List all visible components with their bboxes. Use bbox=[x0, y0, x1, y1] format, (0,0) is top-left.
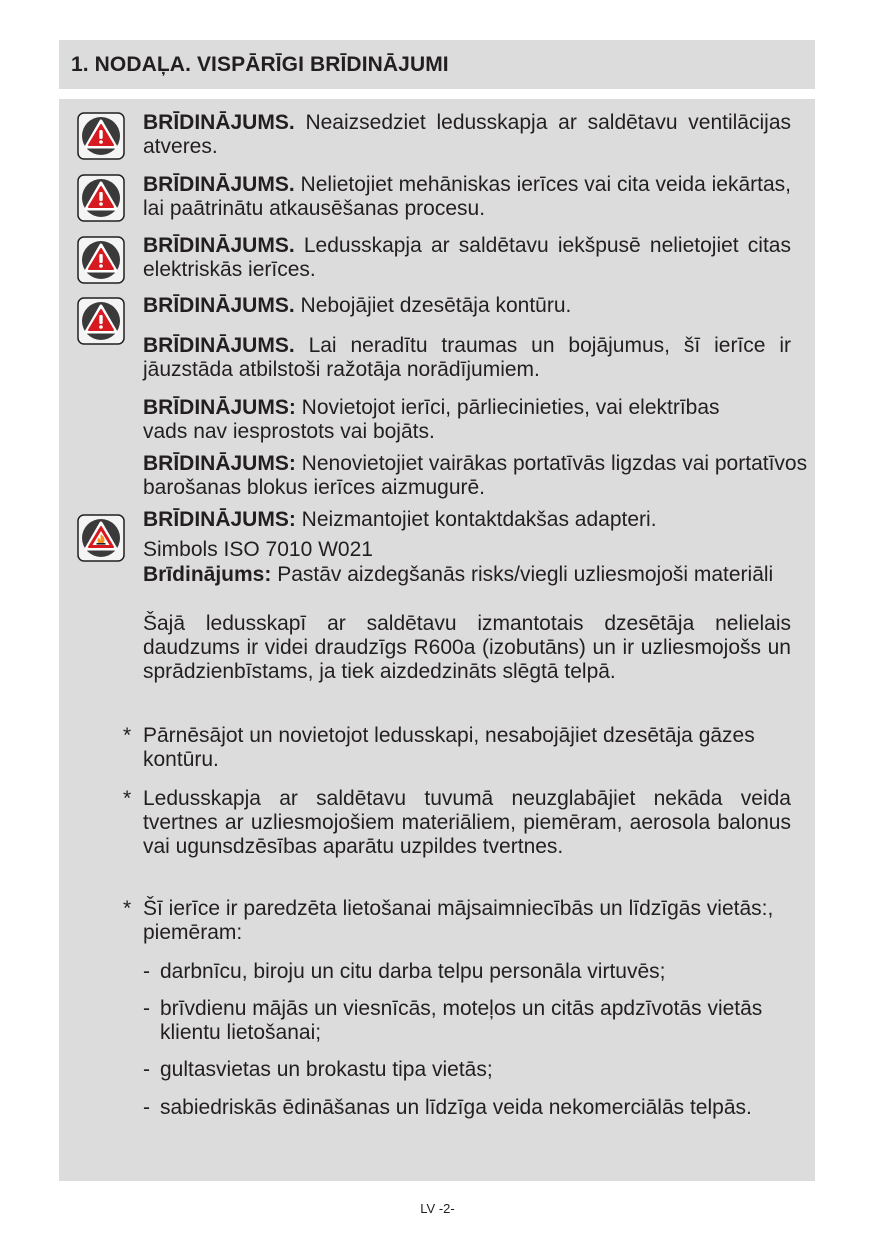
warning-text: Ledusskapja ar saldētavu iekšpusē nelietojiet citas elektriskās ierīces. bbox=[143, 234, 791, 281]
bullet-star: * bbox=[123, 897, 132, 920]
symbol-warning bbox=[143, 563, 791, 587]
warning-label: BRĪDINĀJUMS. bbox=[143, 334, 295, 357]
warning-text: Novietojot ierīci, pārliecinieties, vai elektrības vads nav iesprostots vai bojāts. bbox=[143, 396, 720, 443]
warning-refrigerant-circuit bbox=[143, 294, 791, 318]
warning-label: BRĪDINĀJUMS: bbox=[143, 452, 296, 475]
warning-text: Nelietojiet mehāniskas ierīces vai cita veida iekārtas, lai paātrinātu atkausēšanas procesu. bbox=[143, 173, 791, 220]
warning-adapter bbox=[143, 508, 791, 532]
section-title: 1. NODAĻA. VISPĀRĪGI BRĪDINĀJUMI bbox=[71, 52, 449, 76]
list-item: Šī ierīce ir paredzēta lietošanai mājsaimniecībās un līdzīgās vietās:, piemēram: bbox=[143, 897, 774, 944]
bullet-dash: - bbox=[143, 1058, 150, 1081]
bullet-dash: - bbox=[143, 960, 150, 983]
bullet-dash: - bbox=[143, 997, 150, 1020]
warning-text: Lai neradītu traumas un bojājumus, šī ierīce ir jāuzstāda atbilstoši ražotāja norādījumiem. bbox=[143, 334, 791, 381]
warning-icon bbox=[77, 236, 125, 284]
warning-text: Neizmantojiet kontaktdakšas adapteri. bbox=[295, 508, 657, 531]
warning-installation bbox=[143, 334, 791, 382]
warning-icon bbox=[77, 112, 125, 160]
warning-label: BRĪDINĀJUMS. bbox=[143, 111, 295, 134]
warning-power-cord bbox=[143, 396, 743, 444]
warning-text: Nenovietojiet vairākas portatīvās ligzdas vai portatīvos barošanas blokus ierīces aizmugurē. bbox=[143, 452, 808, 499]
warning-label: BRĪDINĀJUMS: bbox=[143, 396, 296, 419]
list-item: Pārnēsājot un novietojot ledusskapi, nesabojājiet dzesētāja gāzes kontūru. bbox=[143, 724, 755, 771]
warning-ventilation bbox=[143, 111, 791, 159]
warning-portable-sockets bbox=[143, 452, 815, 500]
section-header bbox=[59, 40, 815, 89]
flammable-icon bbox=[77, 514, 125, 562]
page-number: LV -2- bbox=[420, 1201, 455, 1216]
list-item: Ledusskapja ar saldētavu tuvumā neuzglabājiet nekāda veida tvertnes ar uzliesmojošiem materiāliem, piemēram, aerosola balonus vai ugunsdzēsības aparātu uzpildes tvertnes. bbox=[143, 787, 791, 858]
warning-label: BRĪDINĀJUMS. bbox=[143, 234, 295, 257]
warning-text: Nebojājiet dzesētāja kontūru. bbox=[294, 294, 572, 317]
symbol-line: Simbols ISO 7010 W021 bbox=[143, 538, 373, 561]
bullet-star: * bbox=[123, 787, 132, 810]
bullet-star: * bbox=[123, 724, 132, 747]
symbol-label: Brīdinājums: bbox=[143, 563, 272, 586]
warning-electrical-devices bbox=[143, 234, 791, 282]
warning-label: BRĪDINĀJUMS. bbox=[143, 294, 295, 317]
warning-text: Neaizsedziet ledusskapja ar saldētavu ventilācijas atveres. bbox=[143, 111, 791, 158]
warning-label: BRĪDINĀJUMS. bbox=[143, 173, 295, 196]
symbol-text: Pastāv aizdegšanās risks/viegli uzliesmojoši materiāli bbox=[271, 563, 774, 586]
list-item: gultasvietas un brokastu tipa vietās; bbox=[160, 1058, 493, 1081]
warning-defrost-devices bbox=[143, 173, 791, 221]
warning-label: BRĪDINĀJUMS: bbox=[143, 508, 296, 531]
list-item: darbnīcu, biroju un citu darba telpu personāla virtuvēs; bbox=[160, 960, 666, 983]
bullet-dash: - bbox=[143, 1096, 150, 1119]
symbol-paragraph: Šajā ledusskapī ar saldētavu izmantotais dzesētāja nelielais daudzums ir videi draudzīgs R600a (izobutāns) un ir uzliesmojošs un sprādzienbīstams, ja tiek aizdedzināts slēgtā telpā. bbox=[143, 612, 791, 683]
warning-icon bbox=[77, 174, 125, 222]
list-item: sabiedriskās ēdināšanas un līdzīga veida nekomerciālās telpās. bbox=[160, 1096, 752, 1119]
list-item: brīvdienu mājās un viesnīcās, moteļos un citās apdzīvotās vietās klientu lietošanai; bbox=[160, 997, 763, 1044]
warning-icon bbox=[77, 297, 125, 345]
